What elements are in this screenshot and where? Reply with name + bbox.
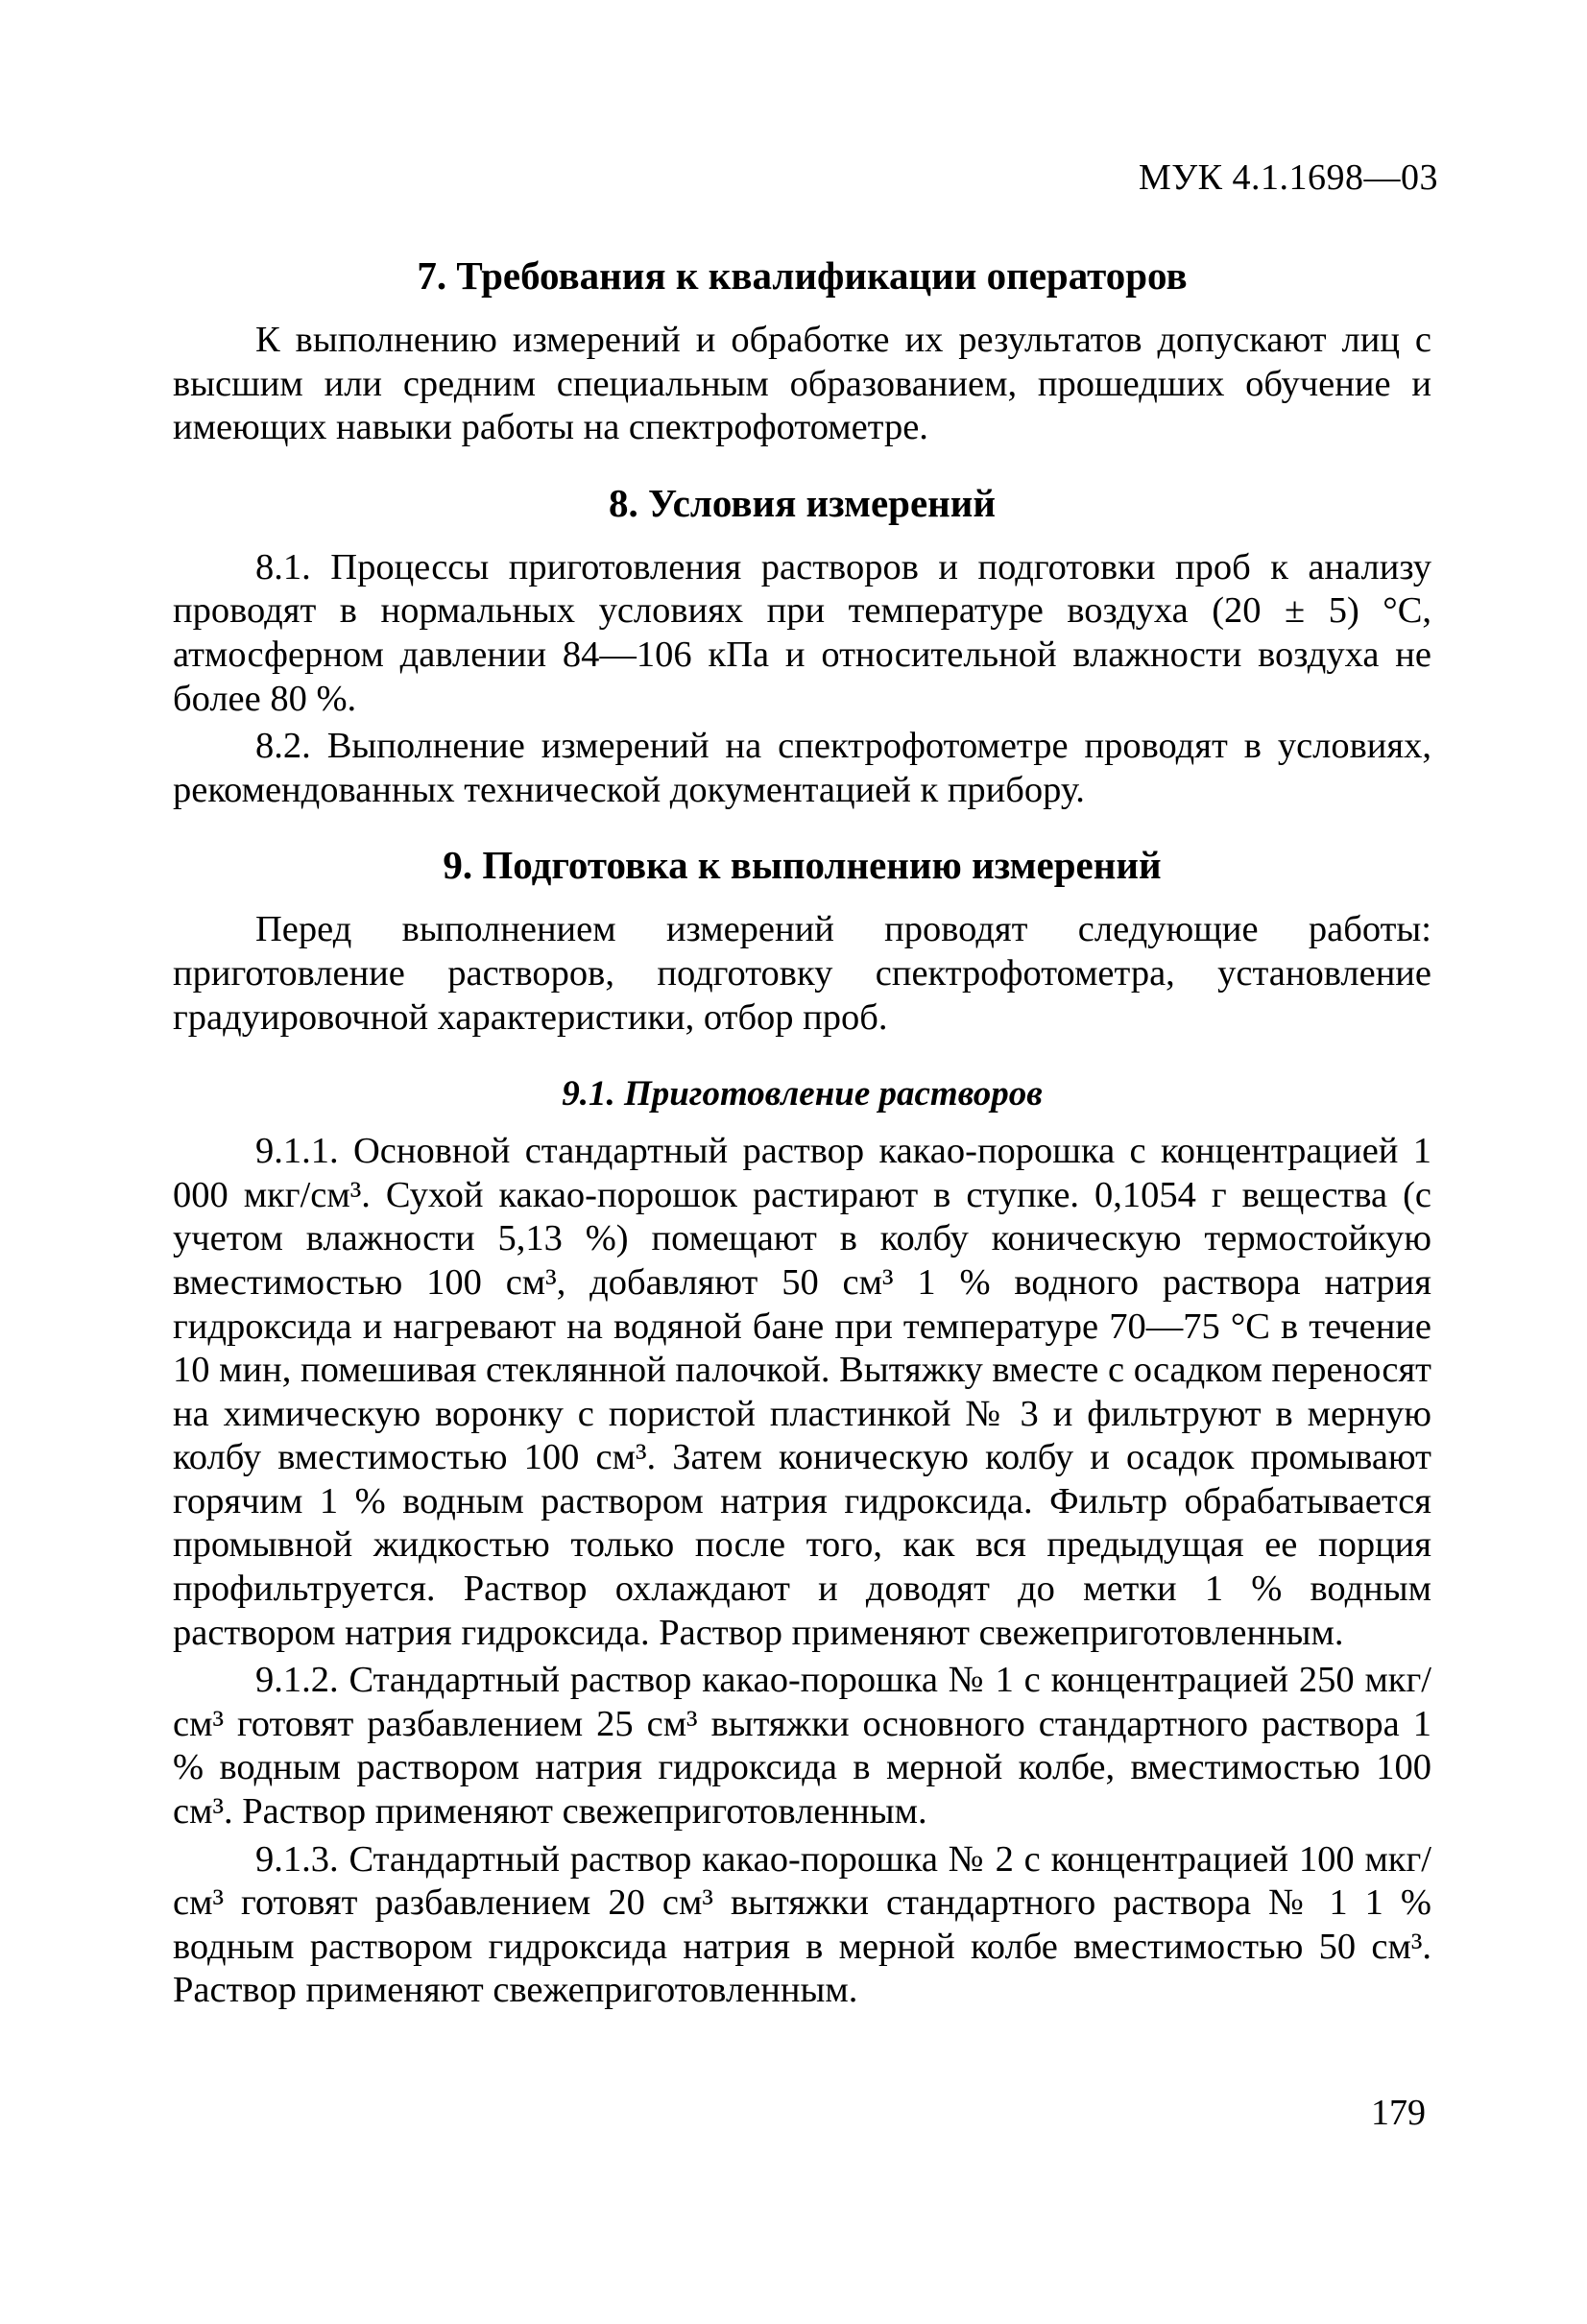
paragraph-8-2: 8.2. Выполнение измерений на спектрофотометре проводят в условиях, рекомендованных технической документацией к прибору.: [173, 726, 1431, 810]
paragraph-9-1-2: 9.1.2. Стандартный раствор какао-порошка № 1 с концентрацией 250 мкг/см³ готовят разбавлением 25 см³ вытяжки основного стандартного раствора 1 % водным раствором натрия гидроксида в мерной колбе, вместимостью 100 см³. Раствор применяют свежеприготовленным.: [173, 1660, 1431, 1833]
document-code: МУК 4.1.1698—03: [1138, 157, 1438, 198]
section-9-title: 9. Подготовка к выполнению измерений: [443, 843, 1162, 888]
section-8-title: 8. Условия измерений: [608, 480, 997, 525]
section-7-paragraph: К выполнению измерений и обработке их результатов допускают лиц с высшим или средним специальным образованием, прошедших обучение и имеющих навыки работы на спектрофотометре.: [173, 320, 1431, 448]
paragraph-8-1: 8.1. Процессы приготовления растворов и подготовки проб к анализу проводят в нормальных условиях при температуре воздуха (20 ± 5) °С, атмосферном давлении 84—106 кПа и относительной влажности воздуха не более 80 %.: [173, 546, 1431, 719]
section-7-title: 7. Требования к квалификации операторов: [417, 253, 1188, 298]
subsection-9-1-title: 9.1. Приготовление растворов: [562, 1074, 1043, 1114]
paragraph-9-1-3: 9.1.3. Стандартный раствор какао-порошка № 2 с концентрацией 100 мкг/см³ готовят разбавлением 20 см³ вытяжки стандартного раствора № 1 1 % водным раствором гидроксида натрия в мерной колбе вместимостью 50 см³. Раствор применяют свежеприготовленным.: [173, 1838, 1431, 2011]
paragraph-9-1-1: 9.1.1. Основной стандартный раствор какао-порошка с концентрацией 1 000 мкг/см³. Сухой какао-порошок растирают в ступке. 0,1054 г вещества (с учетом влажности 5,13 %) помещают в колбу коническую термостойкую вместимостью 100 см³, добавляют 50 см³ 1 % водного раствора натрия гидроксида и нагревают на водяной бане при температуре 70—75 °С в течение 10 мин, помешивая стеклянной палочкой. Вытяжку вместе с осадком переносят на химическую воронку с пористой пластинкой № 3 и фильтруют в мерную колбу вместимостью 100 см³. Затем коническую колбу и осадок промывают горячим 1 % водным раствором натрия гидроксида. Фильтр обрабатывается промывной жидкостью только после того, как вся предыдущая ее порция профильтруется. Раствор охлаждают и доводят до метки 1 % водным раствором натрия гидроксида. Раствор применяют свежеприготовленным.: [173, 1131, 1431, 1653]
page-content: [173, 252, 1431, 2013]
section-9-paragraph: Перед выполнением измерений проводят следующие работы: приготовление растворов, подготовку спектрофотометра, установление градуировочной характеристики, отбор проб.: [173, 909, 1431, 1038]
page-number: 179: [1371, 2093, 1426, 2133]
